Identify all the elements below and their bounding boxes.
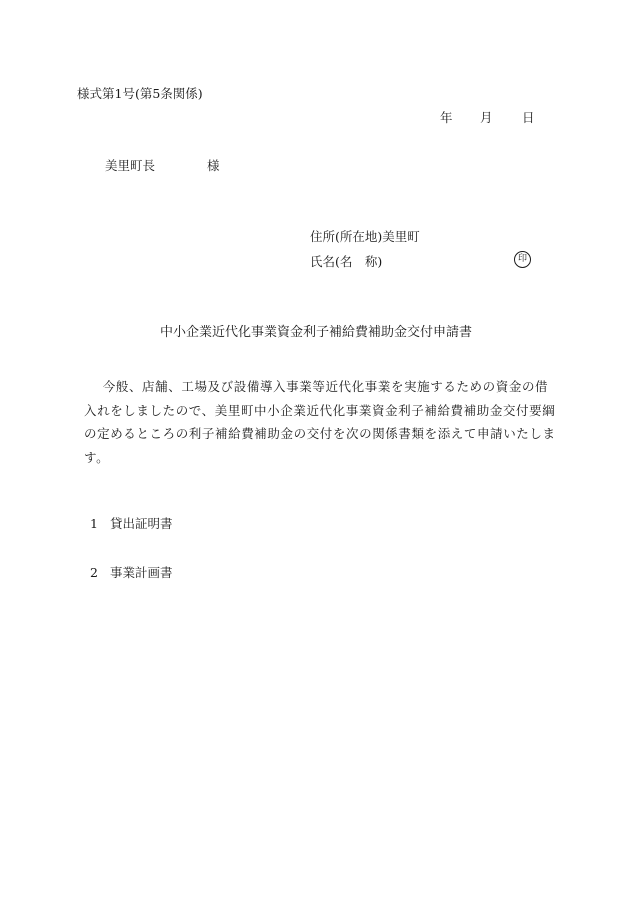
attachment-item <box>90 567 173 580</box>
attachment-number: 1 <box>90 516 98 531</box>
form-number: 様式第1号(第5条関係) <box>77 86 203 101</box>
attachment-label: 事業計画書 <box>110 565 173 580</box>
seal-mark: 印 <box>514 251 531 268</box>
date-line <box>440 112 535 125</box>
document-title: 中小企業近代化事業資金利子補給費補助金交付申請書 <box>160 325 473 340</box>
attachment-number: 2 <box>90 565 98 580</box>
addressee-honorific: 様 <box>207 158 220 173</box>
date-year-label: 年 <box>440 110 453 125</box>
applicant-name: 氏名(名 称) <box>310 254 383 269</box>
addressee-name: 美里町長 <box>105 158 156 173</box>
addressee <box>105 160 220 173</box>
date-month-label: 月 <box>480 110 493 125</box>
document-body: 今般、店舗、工場及び設備導入事業等近代化事業を実施するための資金の借入れをしましたので、美里町中小企業近代化事業資金利子補給費補助金交付要綱の定めるところの利子補給費補助金の交付を次の関係書類を添えて申請いたします。 <box>84 379 556 465</box>
applicant-address: 住所(所在地)美里町 <box>310 229 420 244</box>
date-day-label: 日 <box>522 110 535 125</box>
attachment-item <box>90 518 173 531</box>
attachment-label: 貸出証明書 <box>110 516 173 531</box>
